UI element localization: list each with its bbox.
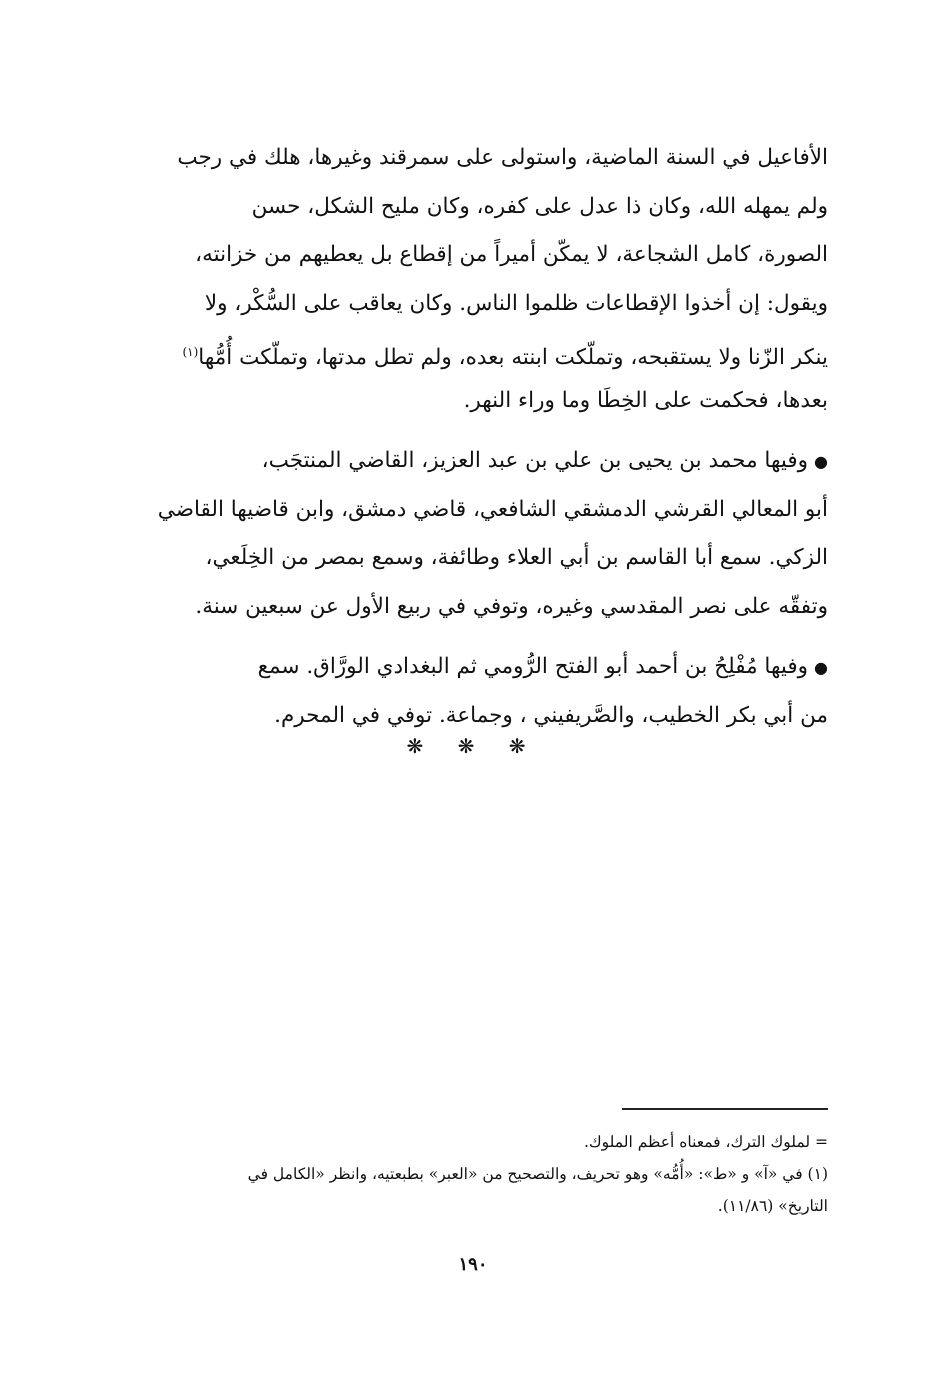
footnote-line: (١) في «آ» و «ط»: «أُمُّه» وهو تحريف، والتصحيح من «العبر» بطبعتيه، وانظر «الكامل في xyxy=(247,1165,828,1183)
footnote-line: التاريخ» (١١/٨٦). xyxy=(717,1197,828,1215)
text-line-with-footnote xyxy=(106,328,828,377)
text-line: وفيها محمد بن يحيى بن علي بن عبد العزيز، القاضي المنتجَب، xyxy=(261,448,809,473)
text-line-first xyxy=(106,437,828,486)
section-separator: ❋ ❋ ❋ xyxy=(406,734,540,758)
text-line: ويقول: إن أخذوا الإقطاعات ظلموا الناس. وكان يعاقب على السُّكْر، ولا xyxy=(204,290,828,316)
main-text xyxy=(106,134,828,740)
text-line: الصورة، كامل الشجاعة، لا يمكّن أميراً من إقطاع بل يعطيهم من خزانته، xyxy=(195,242,828,267)
text-line: من أبي بكر الخطيب، والصَّريفيني ، وجماعة. توفي في المحرم. xyxy=(274,702,828,728)
footnotes xyxy=(106,1126,828,1222)
text-line: ينكر الزّنا ولا يستقبحه، وتملّكت ابنته بعده، ولم تطل مدتها، وتملّكت أُمُّها xyxy=(198,345,828,371)
text-line-first xyxy=(106,643,828,692)
footnote-line: = لملوك الترك، فمعناه أعظم الملوك. xyxy=(583,1133,828,1151)
footnote-ref: (١) xyxy=(182,345,199,359)
text-line: أبو المعالي القرشي الدمشقي الشافعي، قاضي دمشق، وابن قاضيها القاضي xyxy=(157,496,828,522)
text-line: بعدها، فحكمت على الخِطَا وما وراء النهر. xyxy=(463,387,828,413)
footnote-rule xyxy=(622,1108,828,1110)
text-line: وفيها مُفْلِحُ بن أحمد أبو الفتح الرُّومي ثم البغدادي الورَّاق. سمع xyxy=(257,654,809,679)
bullet-icon: ● xyxy=(814,658,828,677)
paragraph-1 xyxy=(106,134,828,425)
text-line: الزكي. سمع أبا القاسم بن أبي العلاء وطائفة، وسمع بمصر من الخِلَعي، xyxy=(205,545,828,570)
paragraph-3 xyxy=(106,643,828,740)
text-line: الأفاعيل في السنة الماضية، واستولى على سمرقند وغيرها، هلك في رجب xyxy=(177,145,828,170)
page-number: ١٩٠ xyxy=(458,1254,488,1275)
text-line: ولم يمهله الله، وكان ذا عدل على كفره، وكان مليح الشكل، حسن xyxy=(251,193,828,219)
paragraph-2 xyxy=(106,437,828,631)
text-line: وتفقّه على نصر المقدسي وغيره، وتوفي في ربيع الأول عن سبعين سنة. xyxy=(195,593,828,619)
bullet-icon: ● xyxy=(814,452,828,471)
